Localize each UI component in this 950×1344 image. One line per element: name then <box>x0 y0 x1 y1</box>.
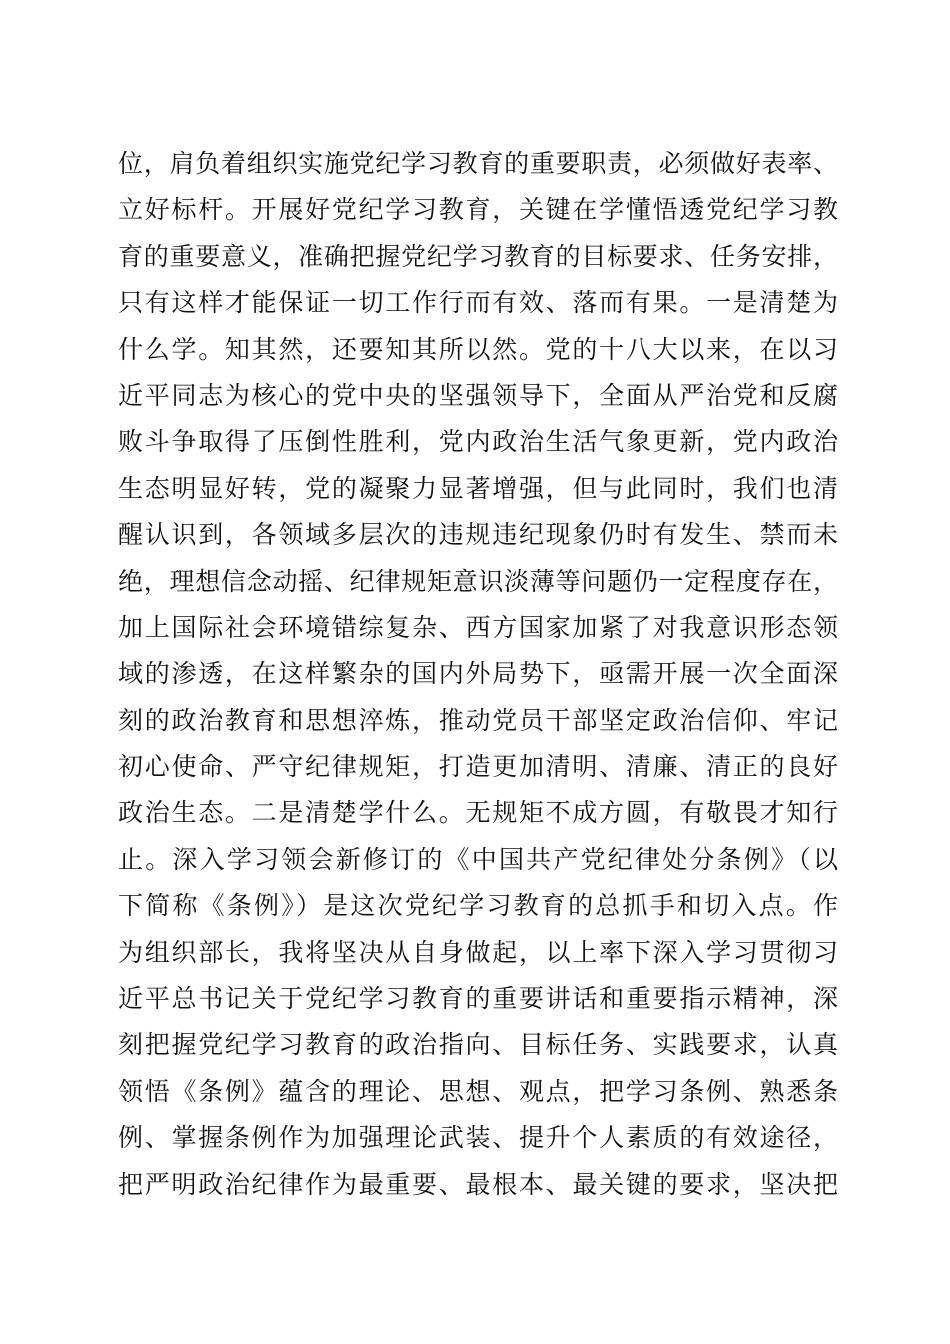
text-line-7: 败斗争取得了压倒性胜利，党内政治生活气象更新，党内政治 <box>118 427 838 457</box>
text-line-18: 为组织部长，我将坚决从自身做起，以上率下深入学习贯彻习 <box>118 937 838 967</box>
text-line-19: 近平总书记关于党纪学习教育的重要讲话和重要指示精神，深 <box>118 984 838 1014</box>
text-line-12: 域的渗透，在这样繁杂的国内外局势下，亟需开展一次全面深 <box>118 659 838 689</box>
text-line-5: 什么学。知其然，还要知其所以然。党的十八大以来，在以习 <box>118 334 838 364</box>
text-line-10: 绝，理想信念动摇、纪律规矩意识淡薄等问题仍一定程度存在， <box>118 566 838 596</box>
text-line-16: 止。深入学习领会新修订的《中国共产党纪律处分条例》（以 <box>118 844 838 874</box>
text-line-6: 近平同志为核心的党中央的坚强领导下，全面从严治党和反腐 <box>118 380 838 410</box>
text-line-2: 立好标杆。开展好党纪学习教育，关键在学懂悟透党纪学习教 <box>118 195 838 225</box>
body-text <box>118 141 838 1208</box>
text-line-22: 例、掌握条例作为加强理论武装、提升个人素质的有效途径， <box>118 1123 838 1153</box>
text-line-11: 加上国际社会环境错综复杂、西方国家加紧了对我意识形态领 <box>118 612 838 642</box>
text-line-3: 育的重要意义，准确把握党纪学习教育的目标要求、任务安排， <box>118 241 838 271</box>
text-line-13: 刻的政治教育和思想淬炼，推动党员干部坚定政治信仰、牢记 <box>118 705 838 735</box>
text-line-17: 下简称《条例》）是这次党纪学习教育的总抓手和切入点。作 <box>118 891 838 921</box>
text-line-4: 只有这样才能保证一切工作行而有效、落而有果。一是清楚为 <box>118 288 838 318</box>
text-line-1: 位，肩负着组织实施党纪学习教育的重要职责，必须做好表率、 <box>118 149 838 178</box>
text-line-15: 政治生态。二是清楚学什么。无规矩不成方圆，有敬畏才知行 <box>118 798 838 828</box>
text-line-8: 生态明显好转，党的凝聚力显著增强，但与此同时，我们也清 <box>118 473 838 503</box>
text-line-23: 把严明政治纪律作为最重要、最根本、最关键的要求，坚决把 <box>118 1169 838 1199</box>
text-line-20: 刻把握党纪学习教育的政治指向、目标任务、实践要求，认真 <box>118 1030 838 1060</box>
text-line-14: 初心使命、严守纪律规矩，打造更加清明、清廉、清正的良好 <box>118 752 838 782</box>
text-line-9: 醒认识到，各领域多层次的违规违纪现象仍时有发生、禁而未 <box>118 520 838 550</box>
text-line-21: 领悟《条例》蕴含的理论、思想、观点，把学习条例、熟悉条 <box>118 1076 838 1106</box>
